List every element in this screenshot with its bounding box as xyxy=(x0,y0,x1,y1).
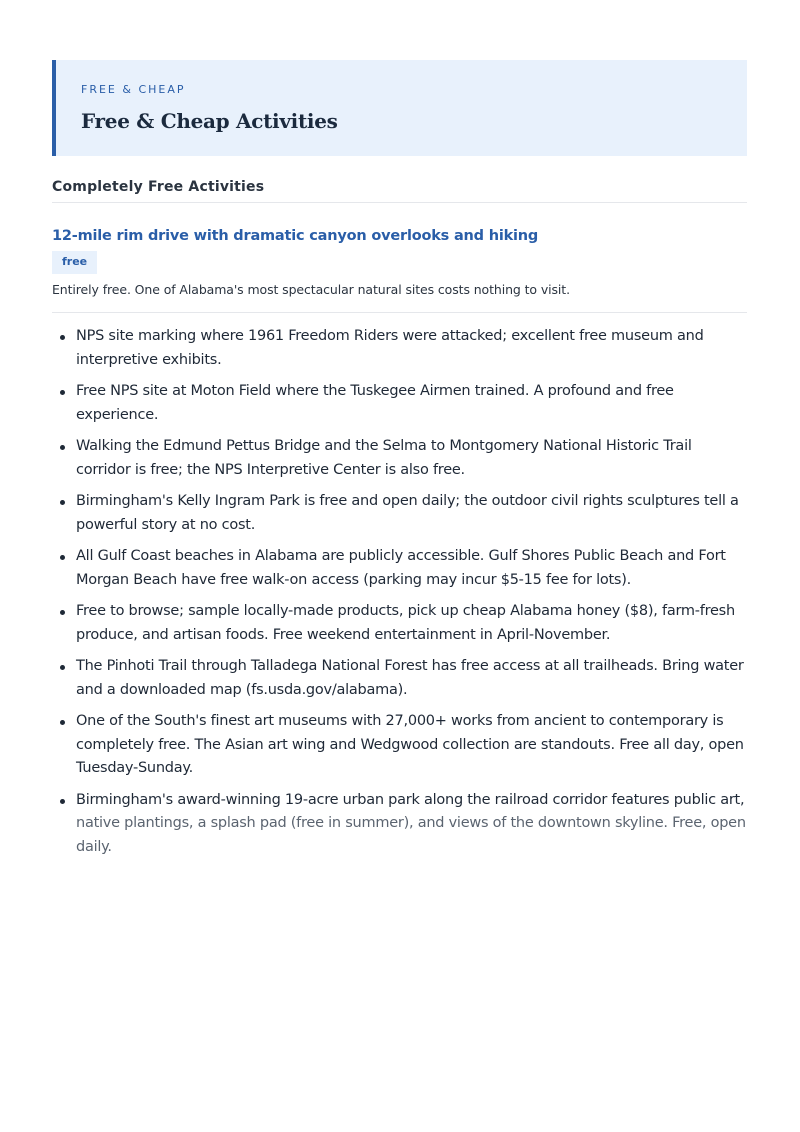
list-item-text-end: native plantings, a splash pad (free in summer), and views of the downtown skyline. Free, open daily. xyxy=(76,815,746,855)
list-item-text-start: Birmingham's award-winning 19-acre urban park along the railroad corridor features public art, xyxy=(76,791,745,808)
list-item: The Pinhoti Trail through Talladega National Forest has free access at all trailheads. Bring water and a downloaded map (fs.usda.gov/alabama). xyxy=(52,655,747,702)
list-item: NPS site marking where 1961 Freedom Riders were attacked; excellent free museum and interpretive exhibits. xyxy=(52,325,747,372)
activity-list xyxy=(52,325,747,859)
list-item xyxy=(52,789,747,860)
featured-activity-title[interactable]: 12-mile rim drive with dramatic canyon overlooks and hiking xyxy=(52,228,539,244)
section-eyebrow: FREE & CHEAP xyxy=(81,83,186,96)
section-header xyxy=(52,60,747,156)
page-content xyxy=(52,60,747,867)
featured-activity-description: Entirely free. One of Alabama's most spectacular natural sites costs nothing to visit. xyxy=(52,281,747,313)
list-item: All Gulf Coast beaches in Alabama are publicly accessible. Gulf Shores Public Beach and Fort Morgan Beach have free walk-on access (parking may incur $5-15 fee for lots). xyxy=(52,545,747,592)
featured-activity xyxy=(52,227,747,313)
list-item: Free to browse; sample locally-made products, pick up cheap Alabama honey ($8), farm-fresh produce, and artisan foods. Free weekend entertainment in April-November. xyxy=(52,600,747,647)
list-item: One of the South's finest art museums with 27,000+ works from ancient to contemporary is completely free. The Asian art wing and Wedgwood collection are standouts. Free all day, open Tuesday-Sunday. xyxy=(52,710,747,781)
list-item: Birmingham's Kelly Ingram Park is free and open daily; the outdoor civil rights sculptures tell a powerful story at no cost. xyxy=(52,490,747,537)
page-title: Free & Cheap Activities xyxy=(81,109,338,133)
list-item: Walking the Edmund Pettus Bridge and the Selma to Montgomery National Historic Trail corridor is free; the NPS Interpretive Center is also free. xyxy=(52,435,747,482)
list-item: Free NPS site at Moton Field where the Tuskegee Airmen trained. A profound and free experience. xyxy=(52,380,747,427)
price-tag-badge: free xyxy=(52,251,97,274)
subsection-heading: Completely Free Activities xyxy=(52,180,747,203)
